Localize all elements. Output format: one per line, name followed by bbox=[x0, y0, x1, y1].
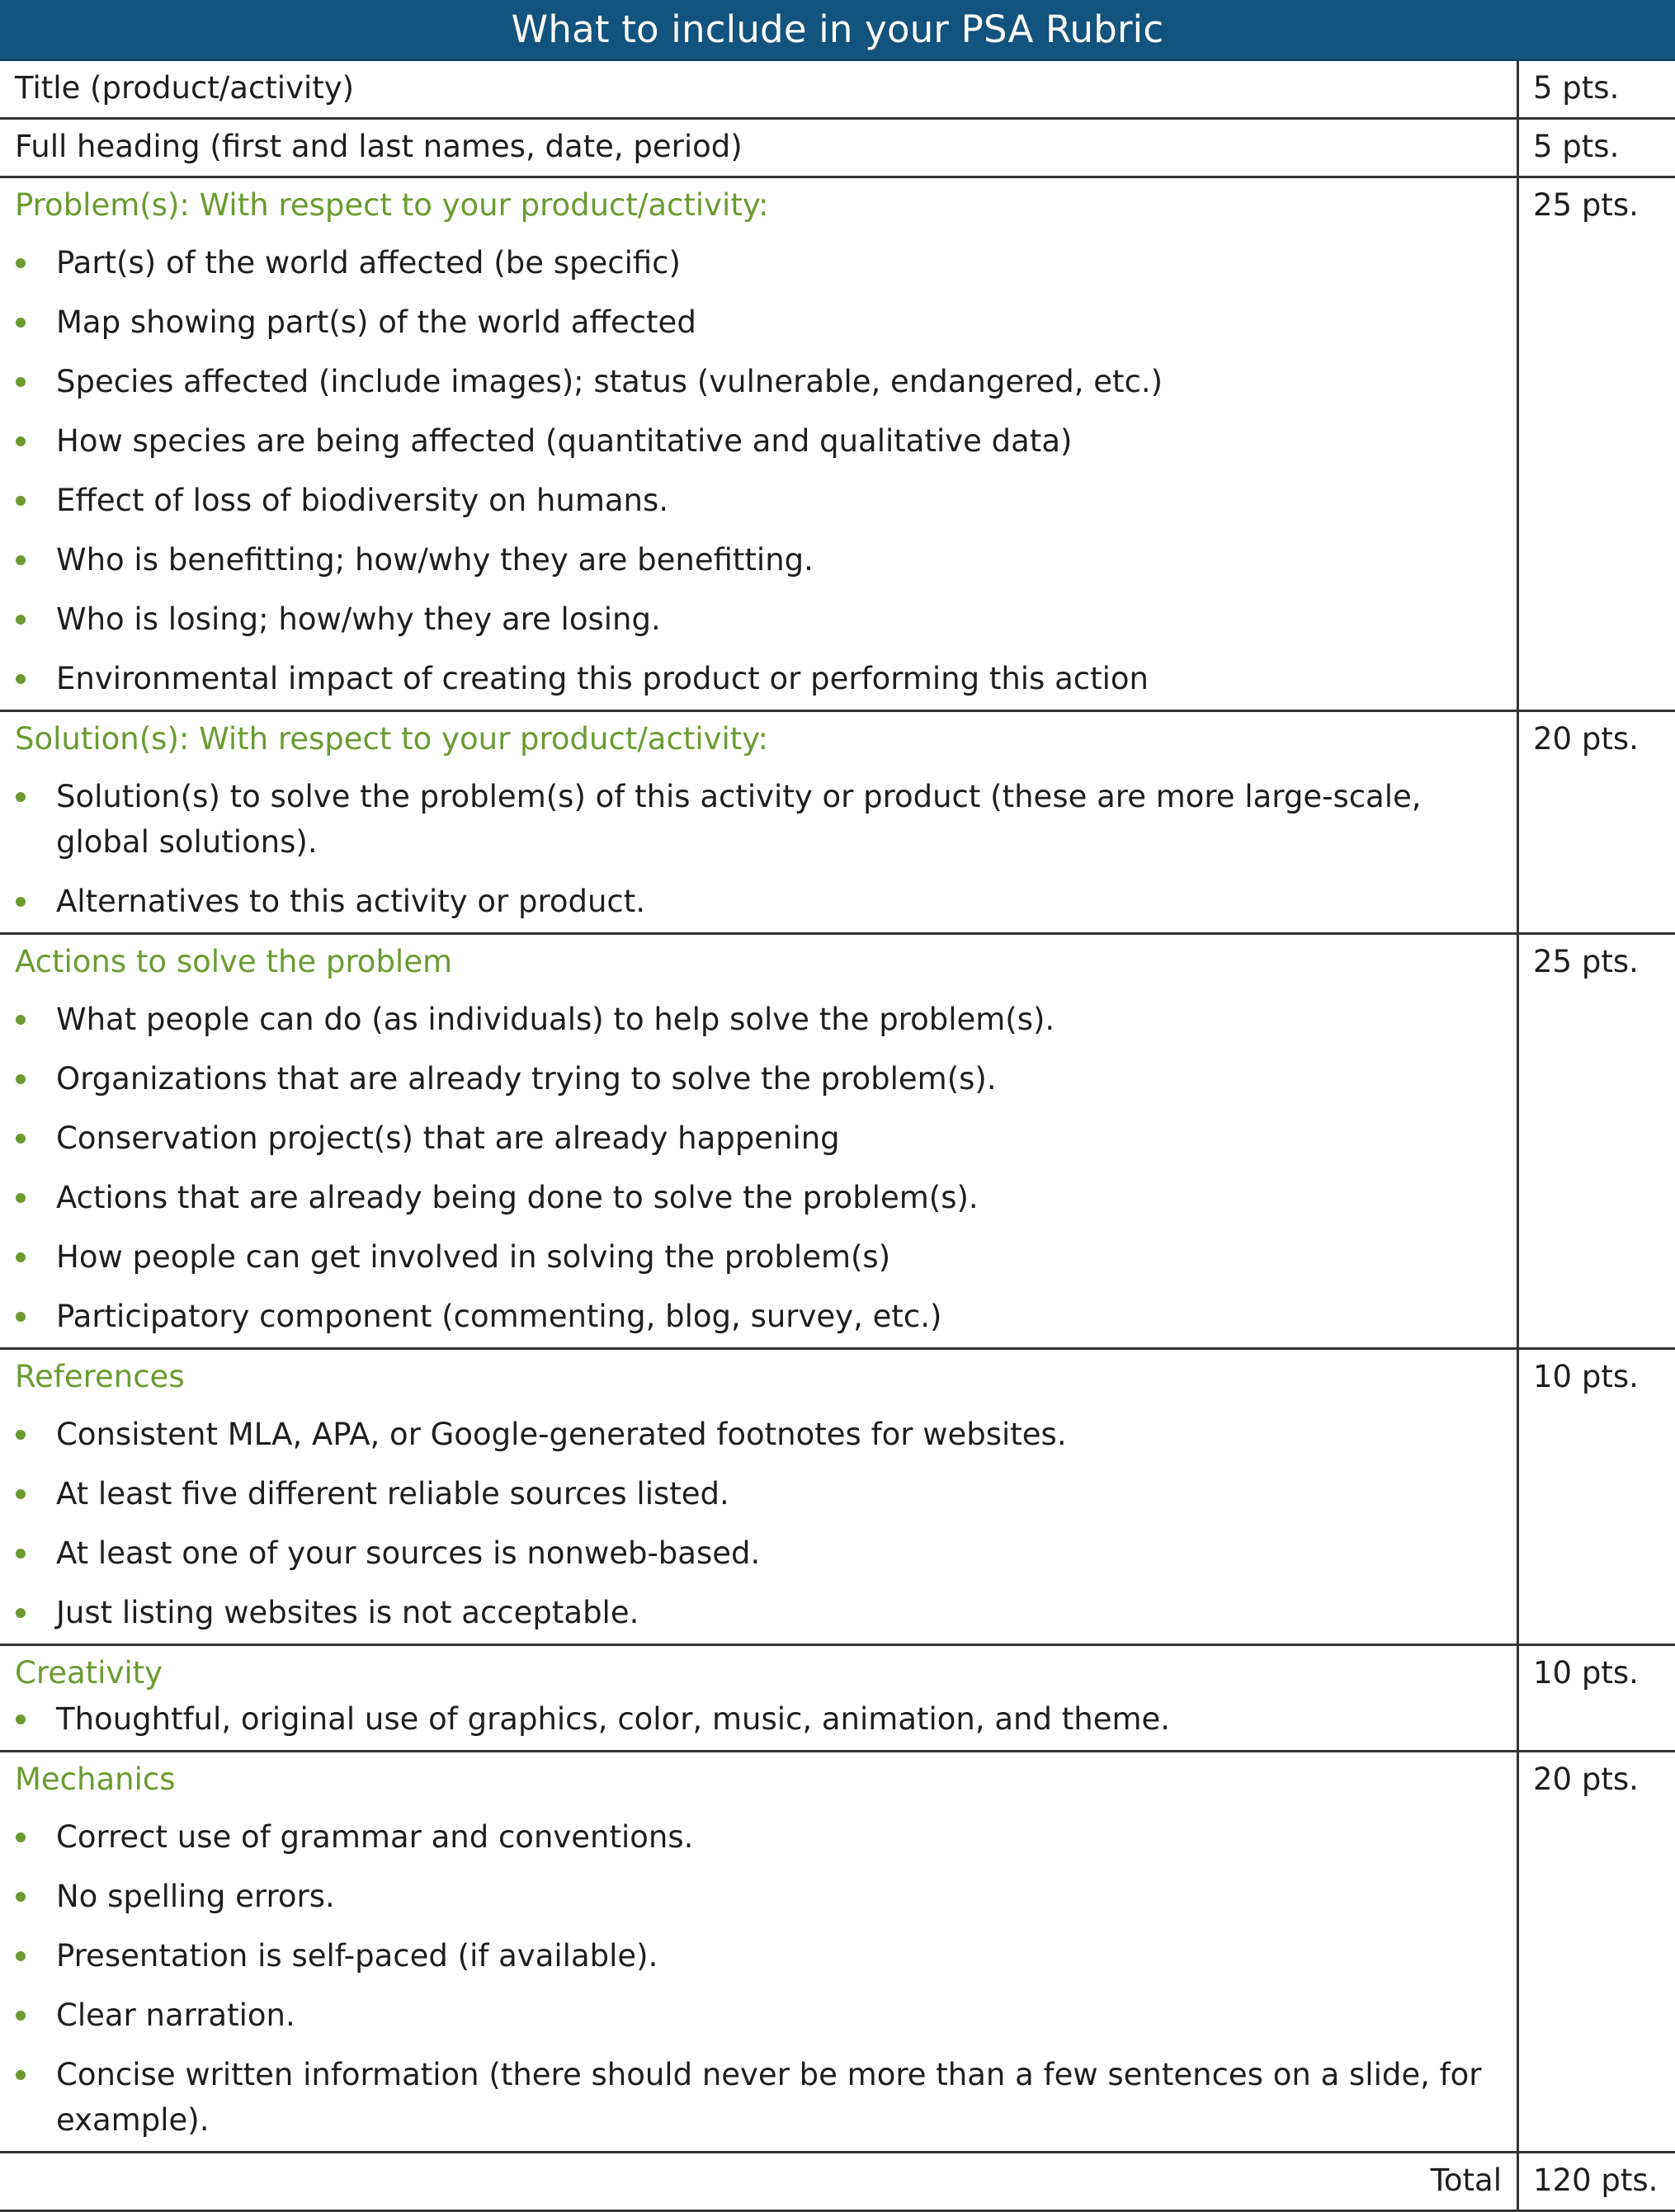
actions-cell bbox=[0, 935, 1519, 1347]
list-item: Organizations that are already trying to solve the problem(s). bbox=[15, 1056, 1510, 1101]
mechanics-points: 20 pts. bbox=[1533, 1762, 1639, 1797]
list-item: Environmental impact of creating this product or performing this action bbox=[15, 656, 1510, 701]
references-heading: References bbox=[15, 1359, 185, 1394]
list-item: No spelling errors. bbox=[15, 1874, 1510, 1919]
list-item: Conservation project(s) that are already happening bbox=[15, 1115, 1510, 1161]
list-item: Thoughtful, original use of graphics, color, music, animation, and theme. bbox=[15, 1696, 1510, 1742]
list-item: Clear narration. bbox=[15, 1993, 1510, 2038]
creativity-heading: Creativity bbox=[15, 1655, 163, 1691]
creativity-points: 10 pts. bbox=[1533, 1655, 1639, 1691]
actions-list bbox=[15, 997, 1510, 1339]
row-references bbox=[0, 1350, 1675, 1646]
row-solutions bbox=[0, 712, 1675, 935]
list-item: At least one of your sources is nonweb-based. bbox=[15, 1530, 1510, 1576]
list-item: How people can get involved in solving the problem(s) bbox=[15, 1234, 1510, 1280]
row-problems bbox=[0, 178, 1675, 712]
solutions-points: 20 pts. bbox=[1533, 721, 1639, 757]
list-item: How species are being affected (quantitative and qualitative data) bbox=[15, 418, 1510, 464]
list-item: Solution(s) to solve the problem(s) of this activity or product (these are more large-scale, global solutions). bbox=[15, 774, 1510, 865]
solutions-heading: Solution(s): With respect to your product/activity: bbox=[15, 721, 768, 757]
problems-heading: Problem(s): With respect to your product/activity: bbox=[15, 187, 769, 223]
list-item: Concise written information (there should never be more than a few sentences on a slide, for example). bbox=[15, 2052, 1510, 2143]
list-item: What people can do (as individuals) to help solve the problem(s). bbox=[15, 997, 1510, 1042]
list-item: Alternatives to this activity or product. bbox=[15, 879, 1510, 924]
row-title bbox=[0, 61, 1675, 120]
list-item: Species affected (include images); status (vulnerable, endangered, etc.) bbox=[15, 359, 1510, 404]
rubric-title: What to include in your PSA Rubric bbox=[0, 0, 1675, 61]
list-item: Consistent MLA, APA, or Google-generated footnotes for websites. bbox=[15, 1412, 1510, 1457]
row-creativity bbox=[0, 1646, 1675, 1752]
problems-list bbox=[15, 240, 1510, 701]
row-mechanics bbox=[0, 1752, 1675, 2153]
list-item: Who is losing; how/why they are losing. bbox=[15, 597, 1510, 642]
list-item: Part(s) of the world affected (be specific) bbox=[15, 240, 1510, 285]
row-actions bbox=[0, 935, 1675, 1350]
actions-points: 25 pts. bbox=[1533, 944, 1639, 979]
creativity-list bbox=[15, 1696, 1510, 1742]
mechanics-cell bbox=[0, 1752, 1519, 2151]
total-points: 120 pts. bbox=[1533, 2162, 1658, 2198]
row-full-heading-points: 5 pts. bbox=[1533, 129, 1620, 164]
list-item: Effect of loss of biodiversity on humans. bbox=[15, 478, 1510, 523]
mechanics-heading: Mechanics bbox=[15, 1762, 176, 1797]
list-item: At least five different reliable sources listed. bbox=[15, 1471, 1510, 1516]
list-item: Correct use of grammar and conventions. bbox=[15, 1814, 1510, 1860]
creativity-cell bbox=[0, 1646, 1519, 1750]
mechanics-list bbox=[15, 1814, 1510, 2143]
references-cell bbox=[0, 1350, 1519, 1644]
total-label: Total bbox=[0, 2153, 1519, 2210]
solutions-list bbox=[15, 774, 1510, 924]
actions-heading: Actions to solve the problem bbox=[15, 944, 453, 979]
references-list bbox=[15, 1412, 1510, 1635]
list-item: Who is benefitting; how/why they are benefitting. bbox=[15, 537, 1510, 582]
list-item: Map showing part(s) of the world affected bbox=[15, 299, 1510, 345]
solutions-cell bbox=[0, 712, 1519, 932]
row-full-heading bbox=[0, 120, 1675, 178]
list-item: Actions that are already being done to solve the problem(s). bbox=[15, 1175, 1510, 1220]
list-item: Participatory component (commenting, blog, survey, etc.) bbox=[15, 1294, 1510, 1339]
problems-points: 25 pts. bbox=[1533, 187, 1639, 223]
problems-cell bbox=[0, 178, 1519, 710]
list-item: Presentation is self-paced (if available). bbox=[15, 1933, 1510, 1979]
row-title-label: Title (product/activity) bbox=[0, 61, 1519, 117]
row-total bbox=[0, 2153, 1675, 2212]
row-title-points: 5 pts. bbox=[1533, 70, 1620, 106]
references-points: 10 pts. bbox=[1533, 1359, 1639, 1394]
list-item: Just listing websites is not acceptable. bbox=[15, 1590, 1510, 1635]
row-full-heading-label: Full heading (first and last names, date, period) bbox=[0, 120, 1519, 176]
